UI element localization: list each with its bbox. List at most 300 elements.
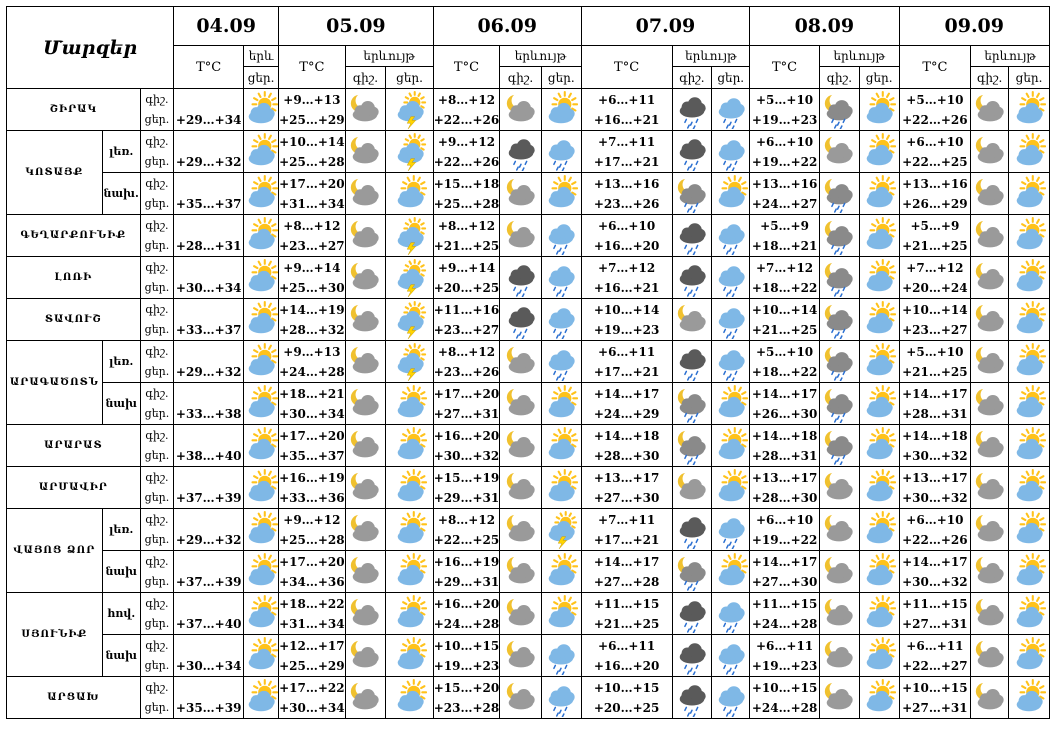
night-icon xyxy=(819,299,859,341)
day-temp: +28…+32 xyxy=(279,322,345,337)
day-icon xyxy=(1009,551,1050,593)
night-icon xyxy=(819,215,859,257)
time-labels xyxy=(140,677,174,719)
day-icon xyxy=(859,257,899,299)
temp-cell xyxy=(433,677,500,719)
night-temp: +16…+20 xyxy=(433,596,500,611)
night-icon xyxy=(819,467,859,509)
night-label: գիշ. xyxy=(145,428,169,442)
day-icon xyxy=(386,425,433,467)
table-row xyxy=(7,677,1050,719)
time-labels xyxy=(140,89,174,131)
night-temp: +6…+11 xyxy=(906,638,964,653)
weather-icon xyxy=(244,173,279,215)
day-icon xyxy=(859,551,899,593)
night-label: գիշ. xyxy=(145,638,169,652)
temp-cell: +29…+34 xyxy=(174,89,244,131)
time-labels xyxy=(140,425,174,467)
day-temp: +25…+30 xyxy=(279,280,345,295)
temp-cell xyxy=(279,257,346,299)
night-icon xyxy=(971,509,1009,551)
temp-cell xyxy=(899,509,971,551)
day-temp: +25…+29 xyxy=(279,112,345,127)
day-temp: +34…+36 xyxy=(279,574,345,589)
night-icon xyxy=(672,257,712,299)
day-icon xyxy=(541,635,581,677)
day-header: ցեր. xyxy=(1009,67,1050,89)
temp-cell xyxy=(279,677,346,719)
temp-cell xyxy=(581,383,672,425)
night-temp: +5…+9 xyxy=(760,218,809,233)
temp-cell xyxy=(750,215,820,257)
day-temp: +28…+30 xyxy=(751,490,818,505)
weather-icon xyxy=(244,383,279,425)
day-icon xyxy=(386,635,433,677)
day-temp: +25…+28 xyxy=(279,154,345,169)
night-icon xyxy=(672,635,712,677)
temp-cell xyxy=(750,509,820,551)
day-icon xyxy=(859,383,899,425)
night-icon xyxy=(345,131,386,173)
night-temp: +13…+17 xyxy=(593,470,660,485)
temp-cell xyxy=(899,299,971,341)
night-label: գիշ. xyxy=(145,218,169,232)
sub-area-label: լեռ. xyxy=(102,341,140,383)
night-icon xyxy=(819,635,859,677)
night-temp: +6…+10 xyxy=(906,134,964,149)
night-icon xyxy=(672,215,712,257)
night-temp: +6…+11 xyxy=(598,92,656,107)
night-label: գիշ. xyxy=(145,386,169,400)
night-temp: +6…+10 xyxy=(755,512,814,527)
day-icon xyxy=(541,509,581,551)
time-labels xyxy=(140,215,174,257)
temp-cell xyxy=(433,635,500,677)
day-temp: +29…+31 xyxy=(433,574,500,589)
night-temp: +13…+17 xyxy=(902,470,968,485)
day-icon xyxy=(859,509,899,551)
night-temp: +12…+17 xyxy=(279,638,345,653)
day-temp: +24…+29 xyxy=(593,406,660,421)
temp-cell xyxy=(581,677,672,719)
night-temp: +15…+19 xyxy=(433,470,500,485)
day-temp: +21…+25 xyxy=(751,322,818,337)
day-icon xyxy=(859,467,899,509)
temp-cell xyxy=(279,341,346,383)
day-temp: +19…+23 xyxy=(593,322,660,337)
day-temp: +16…+21 xyxy=(593,280,660,295)
day-header: ցեր. xyxy=(386,67,433,89)
night-label: գիշ. xyxy=(145,344,169,358)
day-label: ցեր. xyxy=(144,700,170,714)
day-icon xyxy=(859,299,899,341)
day-temp: +31…+34 xyxy=(279,616,345,631)
night-icon xyxy=(672,551,712,593)
date-header: 08.09 xyxy=(750,7,899,46)
day-icon xyxy=(712,89,750,131)
weather-icon xyxy=(244,425,279,467)
night-temp: +10…+15 xyxy=(751,680,818,695)
night-icon xyxy=(500,215,542,257)
day-header: ցեր. xyxy=(541,67,581,89)
night-temp: +14…+17 xyxy=(593,554,660,569)
temp-cell xyxy=(279,89,346,131)
day-icon xyxy=(541,131,581,173)
table-row xyxy=(7,131,1050,173)
temp-cell xyxy=(279,215,346,257)
day-temp: +19…+23 xyxy=(751,658,818,673)
day-icon xyxy=(712,677,750,719)
day-temp: +21…+25 xyxy=(433,238,500,253)
night-header: գիշ. xyxy=(500,67,542,89)
day-icon xyxy=(712,257,750,299)
temp-cell xyxy=(433,89,500,131)
day-temp: +30…+32 xyxy=(902,490,968,505)
temp-cell: +38…+40 xyxy=(174,425,244,467)
temp-cell xyxy=(279,173,346,215)
day-icon xyxy=(712,509,750,551)
temp-cell xyxy=(899,551,971,593)
night-header: գիշ. xyxy=(971,67,1009,89)
temp-cell xyxy=(899,173,971,215)
night-temp: +14…+18 xyxy=(751,428,818,443)
temp-header: T°C xyxy=(750,46,820,89)
day-icon xyxy=(541,257,581,299)
day-temp: +26…+30 xyxy=(751,406,818,421)
sub-area-label: նախ. xyxy=(102,173,140,215)
time-labels xyxy=(140,299,174,341)
temp-cell xyxy=(433,425,500,467)
day-icon xyxy=(386,551,433,593)
night-temp: +16…+20 xyxy=(433,428,500,443)
day-label: ցեր. xyxy=(144,616,170,630)
night-icon xyxy=(345,593,386,635)
temp-cell xyxy=(581,341,672,383)
day-temp: +28…+31 xyxy=(751,448,818,463)
day-temp: +19…+23 xyxy=(433,658,500,673)
night-icon xyxy=(819,173,859,215)
temp-cell xyxy=(279,593,346,635)
day-temp: +21…+25 xyxy=(902,238,968,253)
night-header: գիշ. xyxy=(672,67,712,89)
night-icon xyxy=(500,131,542,173)
day-icon xyxy=(541,341,581,383)
night-icon xyxy=(971,89,1009,131)
phenomenon-header: երևույթ xyxy=(672,46,750,67)
day-label: ցեր. xyxy=(144,406,170,420)
day-icon xyxy=(712,173,750,215)
night-temp: +18…+22 xyxy=(279,596,345,611)
table-row xyxy=(7,299,1050,341)
day-icon xyxy=(859,593,899,635)
day-icon xyxy=(712,215,750,257)
night-temp: +9…+13 xyxy=(283,344,341,359)
day-icon xyxy=(386,215,433,257)
day-icon xyxy=(859,635,899,677)
day-icon xyxy=(712,635,750,677)
region-name: ՎԱՅՈՑ ՁՈՐ xyxy=(7,509,103,593)
temp-cell xyxy=(750,593,820,635)
night-temp: +7…+12 xyxy=(598,260,656,275)
night-icon xyxy=(971,173,1009,215)
day-icon xyxy=(712,551,750,593)
day-temp: +24…+28 xyxy=(751,616,818,631)
temp-cell: +37…+39 xyxy=(174,551,244,593)
day-temp: +19…+23 xyxy=(751,112,818,127)
day-temp: +27…+31 xyxy=(902,700,968,715)
time-labels xyxy=(140,383,174,425)
night-icon xyxy=(971,215,1009,257)
time-labels xyxy=(140,593,174,635)
weather-icon xyxy=(244,677,279,719)
day-icon xyxy=(541,299,581,341)
temp-cell xyxy=(899,425,971,467)
day-temp: +24…+27 xyxy=(751,196,818,211)
day-label: ցեր. xyxy=(144,574,170,588)
night-icon xyxy=(819,89,859,131)
weather-icon xyxy=(244,593,279,635)
day-temp: +16…+20 xyxy=(593,658,660,673)
night-temp: +16…+19 xyxy=(433,554,500,569)
day-icon xyxy=(541,467,581,509)
region-name: ԱՐՑԱԽ xyxy=(7,677,141,719)
temp-cell xyxy=(581,635,672,677)
night-icon xyxy=(819,341,859,383)
day-temp: +24…+28 xyxy=(433,616,500,631)
sub-area-label: լեռ. xyxy=(102,509,140,551)
day-icon xyxy=(712,593,750,635)
page-title: Մարզեր xyxy=(7,7,174,89)
night-temp: +9…+12 xyxy=(437,134,496,149)
night-temp: +10…+15 xyxy=(433,638,500,653)
temp-cell xyxy=(279,383,346,425)
weather-icon xyxy=(244,635,279,677)
sub-area-label: հով. xyxy=(102,593,140,635)
day-temp: +27…+30 xyxy=(593,490,660,505)
day-temp: +30…+32 xyxy=(902,574,968,589)
temp-cell xyxy=(581,425,672,467)
temp-cell xyxy=(899,467,971,509)
night-icon xyxy=(672,509,712,551)
temp-cell xyxy=(750,551,820,593)
day-temp: +35…+37 xyxy=(279,448,345,463)
night-temp: +10…+14 xyxy=(279,134,345,149)
night-temp: +18…+21 xyxy=(279,386,345,401)
day-icon xyxy=(1009,677,1050,719)
day-icon xyxy=(1009,173,1050,215)
day-temp: +27…+31 xyxy=(902,616,968,631)
night-icon xyxy=(819,551,859,593)
temp-cell xyxy=(581,593,672,635)
day-icon xyxy=(386,467,433,509)
night-temp: +7…+11 xyxy=(598,134,656,149)
region-name: ՇԻՐԱԿ xyxy=(7,89,141,131)
night-icon xyxy=(500,635,542,677)
temp-cell: +29…+32 xyxy=(174,131,244,173)
day-temp: +21…+25 xyxy=(902,364,968,379)
day-label: ցեր. xyxy=(144,490,170,504)
night-icon xyxy=(971,677,1009,719)
night-icon xyxy=(500,467,542,509)
day-icon xyxy=(1009,257,1050,299)
day-temp: +30…+34 xyxy=(279,406,345,421)
forecast-table xyxy=(6,6,1050,719)
date-header: 04.09 xyxy=(174,7,279,46)
day-temp: +30…+32 xyxy=(433,448,500,463)
temp-cell: +37…+40 xyxy=(174,593,244,635)
day-icon xyxy=(1009,383,1050,425)
temp-cell xyxy=(899,341,971,383)
day-temp: +30…+34 xyxy=(279,700,345,715)
night-temp: +7…+12 xyxy=(755,260,814,275)
forecast-sheet xyxy=(6,6,1050,719)
night-temp: +14…+17 xyxy=(751,386,818,401)
table-row xyxy=(7,635,1050,677)
temp-cell xyxy=(581,131,672,173)
day-header: ցեր. xyxy=(244,67,279,89)
weather-icon xyxy=(244,89,279,131)
night-icon xyxy=(971,467,1009,509)
temp-header: T°C xyxy=(581,46,672,89)
day-icon xyxy=(386,257,433,299)
night-label: գիշ. xyxy=(145,92,169,106)
day-header: ցեր. xyxy=(712,67,750,89)
night-icon xyxy=(672,89,712,131)
weather-icon xyxy=(244,131,279,173)
date-header: 09.09 xyxy=(899,7,1049,46)
day-icon xyxy=(541,173,581,215)
night-icon xyxy=(672,383,712,425)
weather-icon xyxy=(244,257,279,299)
day-icon xyxy=(386,89,433,131)
night-temp: +11…+16 xyxy=(433,302,500,317)
day-temp: +22…+26 xyxy=(433,112,500,127)
day-temp: +28…+30 xyxy=(593,448,660,463)
night-icon xyxy=(971,635,1009,677)
night-label: գիշ. xyxy=(145,176,169,190)
day-temp: +25…+28 xyxy=(279,532,345,547)
day-icon xyxy=(859,215,899,257)
temp-cell: +35…+39 xyxy=(174,677,244,719)
time-labels xyxy=(140,509,174,551)
temp-cell xyxy=(899,677,971,719)
table-row xyxy=(7,467,1050,509)
night-label: գիշ. xyxy=(145,470,169,484)
night-icon xyxy=(971,383,1009,425)
night-icon xyxy=(672,593,712,635)
temp-cell xyxy=(899,383,971,425)
night-temp: +5…+9 xyxy=(910,218,960,233)
night-temp: +14…+17 xyxy=(593,386,660,401)
night-header: գիշ. xyxy=(345,67,386,89)
weather-icon xyxy=(244,215,279,257)
day-label: ցեր. xyxy=(144,448,170,462)
night-temp: +17…+20 xyxy=(279,554,345,569)
night-temp: +6…+10 xyxy=(755,134,814,149)
day-temp: +22…+26 xyxy=(433,154,500,169)
temp-cell: +28…+31 xyxy=(174,215,244,257)
day-temp: +22…+25 xyxy=(902,154,968,169)
day-temp: +23…+27 xyxy=(279,238,345,253)
region-name: ԳԵՂԱՐՔՈՒՆԻՔ xyxy=(7,215,141,257)
temp-cell: +30…+34 xyxy=(174,257,244,299)
day-temp: +25…+29 xyxy=(279,658,345,673)
night-temp: +8…+12 xyxy=(437,218,496,233)
day-temp: +33…+36 xyxy=(279,490,345,505)
night-temp: +11…+15 xyxy=(902,596,968,611)
temp-cell xyxy=(750,383,820,425)
night-icon xyxy=(345,299,386,341)
night-icon xyxy=(971,131,1009,173)
night-icon xyxy=(345,467,386,509)
time-labels xyxy=(140,257,174,299)
day-temp: +23…+26 xyxy=(433,364,500,379)
day-temp: +27…+30 xyxy=(751,574,818,589)
table-row xyxy=(7,593,1050,635)
temp-cell xyxy=(899,635,971,677)
temp-cell xyxy=(750,467,820,509)
day-icon xyxy=(541,677,581,719)
night-icon xyxy=(500,425,542,467)
night-icon xyxy=(345,635,386,677)
night-icon xyxy=(971,551,1009,593)
day-temp: +26…+29 xyxy=(902,196,968,211)
day-label: ցեր. xyxy=(144,532,170,546)
temp-cell xyxy=(899,257,971,299)
temp-cell xyxy=(581,89,672,131)
day-icon xyxy=(712,131,750,173)
day-label: ցեր. xyxy=(144,196,170,210)
time-labels xyxy=(140,173,174,215)
day-temp: +21…+25 xyxy=(593,616,660,631)
day-temp: +27…+31 xyxy=(433,406,500,421)
day-icon xyxy=(1009,425,1050,467)
region-name: ԿՈՏԱՅՔ xyxy=(7,131,103,215)
night-icon xyxy=(819,593,859,635)
night-icon xyxy=(819,677,859,719)
night-icon xyxy=(672,467,712,509)
temp-cell xyxy=(750,341,820,383)
day-label: ցեր. xyxy=(144,280,170,294)
day-header: ցեր. xyxy=(859,67,899,89)
region-name: ԼՈՌԻ xyxy=(7,257,141,299)
night-temp: +14…+17 xyxy=(902,554,968,569)
night-icon xyxy=(500,89,542,131)
temp-cell xyxy=(899,89,971,131)
temp-cell xyxy=(750,173,820,215)
night-temp: +15…+20 xyxy=(433,680,500,695)
temp-cell xyxy=(750,257,820,299)
weather-icon xyxy=(244,467,279,509)
night-temp: +7…+12 xyxy=(906,260,964,275)
night-temp: +5…+10 xyxy=(906,92,964,107)
night-temp: +17…+22 xyxy=(279,680,345,695)
weather-icon xyxy=(244,299,279,341)
temp-cell xyxy=(433,215,500,257)
night-icon xyxy=(345,677,386,719)
temp-header: T°C xyxy=(174,46,244,89)
day-icon xyxy=(859,341,899,383)
night-label: գիշ. xyxy=(145,680,169,694)
temp-cell xyxy=(279,131,346,173)
temp-cell xyxy=(750,299,820,341)
night-label: գիշ. xyxy=(145,512,169,526)
day-icon xyxy=(712,383,750,425)
night-temp: +5…+10 xyxy=(755,92,814,107)
phenomenon-header: երևույթ xyxy=(345,46,433,67)
temp-cell xyxy=(279,635,346,677)
sub-area-label: նախ xyxy=(102,551,140,593)
